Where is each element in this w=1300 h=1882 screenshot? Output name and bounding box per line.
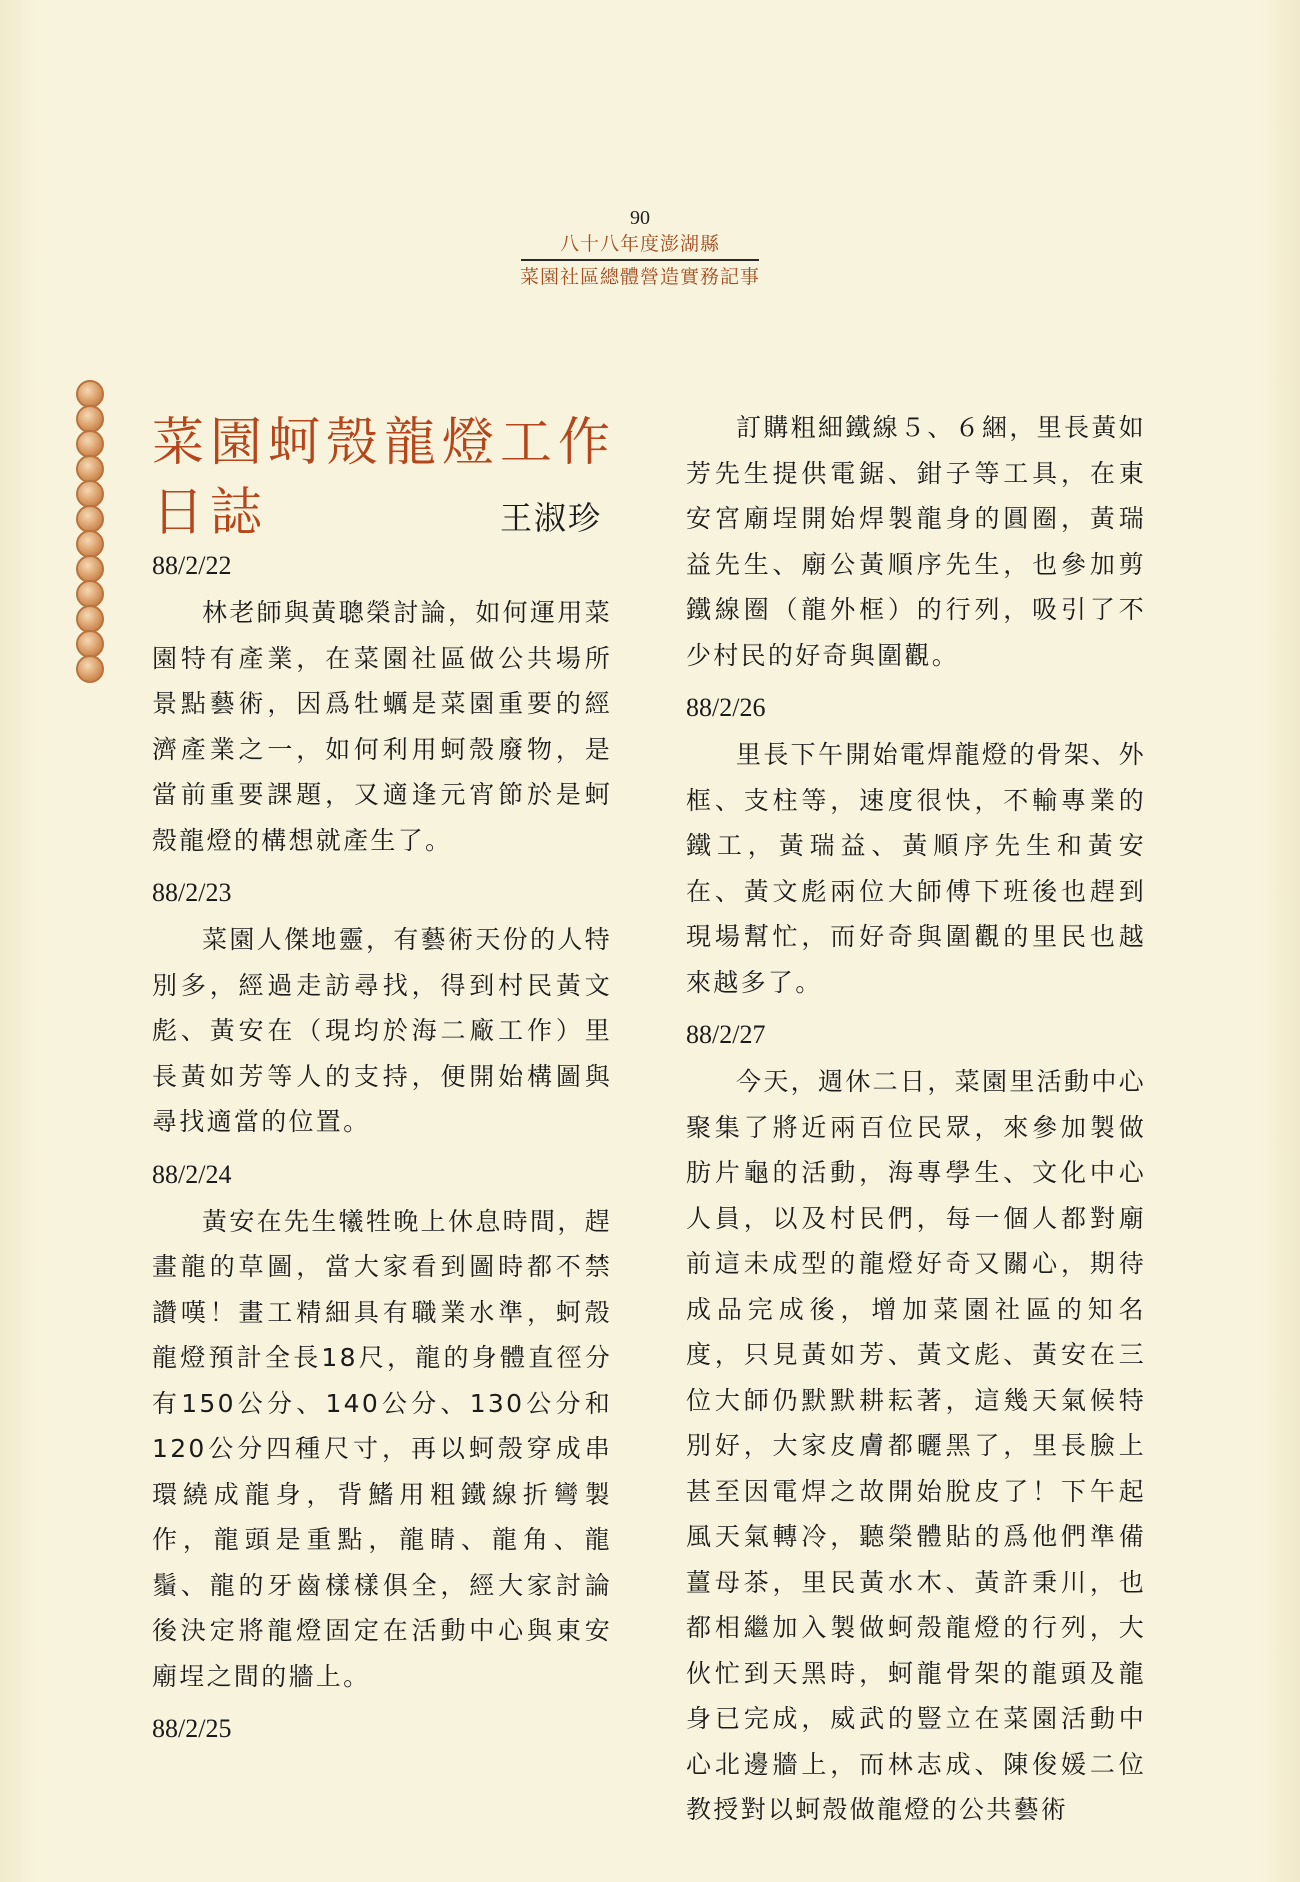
diary-entry [152, 875, 612, 1145]
diary-entry [152, 1157, 612, 1700]
entry-text: 林老師與黃聰榮討論，如何運用菜園特有產業，在菜園社區做公共場所景點藝術，因爲牡蠣是菜園重要的經濟產業之一，如何利用蚵殼廢物，是當前重要課題，又適逢元宵節於是蚵殼龍燈的構想就產生了。 [152, 598, 612, 855]
pearl-icon [76, 655, 104, 683]
diary-entry [686, 1017, 1146, 1833]
page-number: 90 [630, 207, 650, 229]
entry-text: 黃安在先生犧牲晚上休息時間，趕畫龍的草圖，當大家看到圖時都不禁讚嘆！畫工精細具有職業水準，蚵殼龍燈預計全長18尺，龍的身體直徑分有150公分、140公分、130公分和120公分四種尺寸，再以蚵殼穿成串環繞成龍身，背鰭用粗鐵線折彎製作，龍頭是重點，龍睛、龍角、龍鬚、龍的牙齒樣樣俱全，經大家討論後決定將龍燈固定在活動中心與東安廟埕之間的牆上。 [152, 1206, 612, 1691]
pearl-icon [76, 530, 104, 558]
entry-date: 88/2/25 [152, 1714, 232, 1743]
pearl-icon [76, 505, 104, 533]
diary-entry [152, 548, 612, 863]
pearl-icon [76, 430, 104, 458]
entry-date: 88/2/26 [686, 693, 766, 722]
entry-text: 訂購粗細鐵線５、６綑，里長黃如芳先生提供電鋸、鉗子等工具，在東安宮廟埕開始焊製龍身的圓圈，黃瑞益先生、廟公黃順序先生，也參加剪鐵線圈（龍外框）的行列，吸引了不少村民的好奇與圍觀。 [686, 413, 1146, 670]
pearl-icon [76, 380, 104, 408]
diary-entry-continued [686, 405, 1146, 678]
right-column [686, 405, 1146, 1845]
pearl-ornament-column [76, 380, 108, 680]
pearl-icon [76, 580, 104, 608]
header-book-title-line1: 八十八年度澎湖縣 [559, 233, 720, 255]
entry-date: 88/2/23 [152, 878, 232, 907]
running-header [515, 205, 765, 290]
entry-text: 里長下午開始電焊龍燈的骨架、外框、支柱等，速度很快，不輸專業的鐵工，黃瑞益、黃順序先生和黃安在、黃文彪兩位大師傅下班後也趕到現場幫忙，而好奇與圍觀的里民也越來越多了。 [686, 740, 1146, 997]
pearl-icon [76, 455, 104, 483]
diary-entry [686, 690, 1146, 1005]
diary-entry [152, 1711, 612, 1747]
pearl-icon [76, 555, 104, 583]
article-author: 王淑珍 [500, 499, 603, 537]
left-column [152, 548, 612, 1753]
entry-date: 88/2/27 [686, 1020, 766, 1049]
pearl-icon [76, 630, 104, 658]
header-book-title-line2: 菜園社區總體營造實務記事 [519, 266, 760, 288]
entry-text: 菜園人傑地靈，有藝術天份的人特別多，經過走訪尋找，得到村民黃文彪、黃安在（現均於海二廠工作）里長黃如芳等人的支持，便開始構圖與尋找適當的位置。 [152, 925, 612, 1136]
pearl-icon [76, 405, 104, 433]
entry-date: 88/2/22 [152, 551, 232, 580]
pearl-icon [76, 480, 104, 508]
header-divider [521, 259, 759, 261]
entry-text: 今天，週休二日，菜園里活動中心聚集了將近兩百位民眾，來參加製做肪片龜的活動，海專學生、文化中心人員，以及村民們，每一個人都對廟前這未成型的龍燈好奇又關心，期待成品完成後，增加菜園社區的知名度，只見黃如芳、黃文彪、黃安在三位大師仍默默耕耘著，這幾天氣候特別好，大家皮膚都曬黑了，里長臉上甚至因電焊之故開始脫皮了！下午起風天氣轉冷，聽榮體貼的爲他們準備薑母茶，里民黃水木、黃許秉川，也都相繼加入製做蚵殼龍燈的行列，大伙忙到天黑時，蚵龍骨架的龍頭及龍身已完成，威武的豎立在菜園活動中心北邊牆上，而林志成、陳俊媛二位教授對以蚵殼做龍燈的公共藝術 [686, 1067, 1146, 1824]
entry-date: 88/2/24 [152, 1159, 232, 1189]
pearl-icon [76, 605, 104, 633]
article-title: 菜園蚵殼龍燈工作日誌 [152, 413, 617, 543]
